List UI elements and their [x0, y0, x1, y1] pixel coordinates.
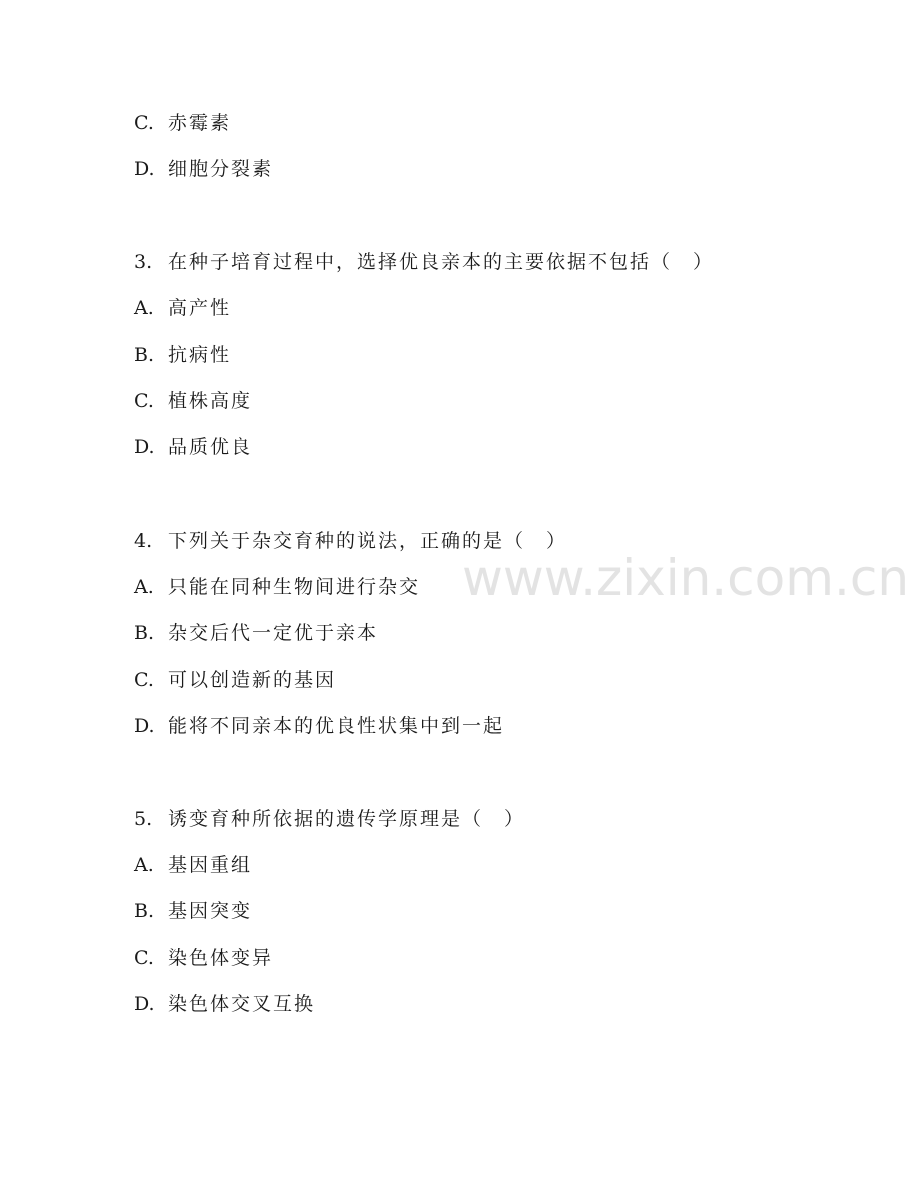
option-line — [134, 992, 315, 1016]
option-line — [134, 621, 378, 645]
option-label: C. — [134, 390, 154, 412]
option-line — [134, 111, 231, 135]
option-label: D. — [134, 993, 155, 1015]
option-label: D. — [134, 715, 155, 737]
option-line — [134, 853, 252, 877]
question-number: 5. — [134, 808, 153, 830]
question-3-stem — [134, 250, 714, 274]
option-line — [134, 899, 252, 923]
question-text: 在种子培育过程中，选择优良亲本的主要依据不包括（ ） — [168, 251, 715, 273]
option-line — [134, 343, 231, 367]
option-text: 只能在同种生物间进行杂交 — [168, 576, 421, 598]
option-label: D. — [134, 158, 155, 180]
option-text: 染色体交叉互换 — [168, 993, 316, 1015]
option-text: 植株高度 — [168, 390, 253, 412]
option-text: 能将不同亲本的优良性状集中到一起 — [168, 715, 505, 737]
question-text: 下列关于杂交育种的说法，正确的是（ ） — [168, 530, 568, 552]
option-label: C. — [134, 947, 154, 969]
option-label: B. — [134, 622, 155, 644]
option-text: 染色体变异 — [168, 947, 274, 969]
option-text: 杂交后代一定优于亲本 — [168, 622, 379, 644]
question-4-stem — [134, 529, 567, 553]
option-text: 基因突变 — [168, 900, 253, 922]
option-text: 基因重组 — [168, 854, 253, 876]
option-label: A. — [134, 854, 154, 876]
watermark-text: www.zixin.com.cn — [462, 549, 910, 607]
option-line — [134, 714, 504, 738]
question-text: 诱变育种所依据的遗传学原理是（ ） — [168, 808, 526, 830]
question-number: 3. — [134, 251, 153, 273]
option-line — [134, 157, 273, 181]
option-text: 品质优良 — [168, 436, 253, 458]
option-line — [134, 389, 252, 413]
option-label: D. — [134, 436, 155, 458]
option-line — [134, 296, 231, 320]
option-line — [134, 575, 420, 599]
option-text: 细胞分裂素 — [168, 158, 274, 180]
option-label: A. — [134, 297, 154, 319]
option-line — [134, 668, 336, 692]
option-text: 高产性 — [168, 297, 232, 319]
option-text: 赤霉素 — [168, 112, 232, 134]
option-line — [134, 435, 252, 459]
option-label: C. — [134, 112, 154, 134]
option-label: B. — [134, 344, 155, 366]
question-number: 4. — [134, 530, 153, 552]
option-label: A. — [134, 576, 154, 598]
question-5-stem — [134, 807, 525, 831]
option-text: 可以创造新的基因 — [168, 669, 337, 691]
option-line — [134, 946, 273, 970]
option-text: 抗病性 — [168, 344, 232, 366]
option-label: B. — [134, 900, 155, 922]
option-label: C. — [134, 669, 154, 691]
